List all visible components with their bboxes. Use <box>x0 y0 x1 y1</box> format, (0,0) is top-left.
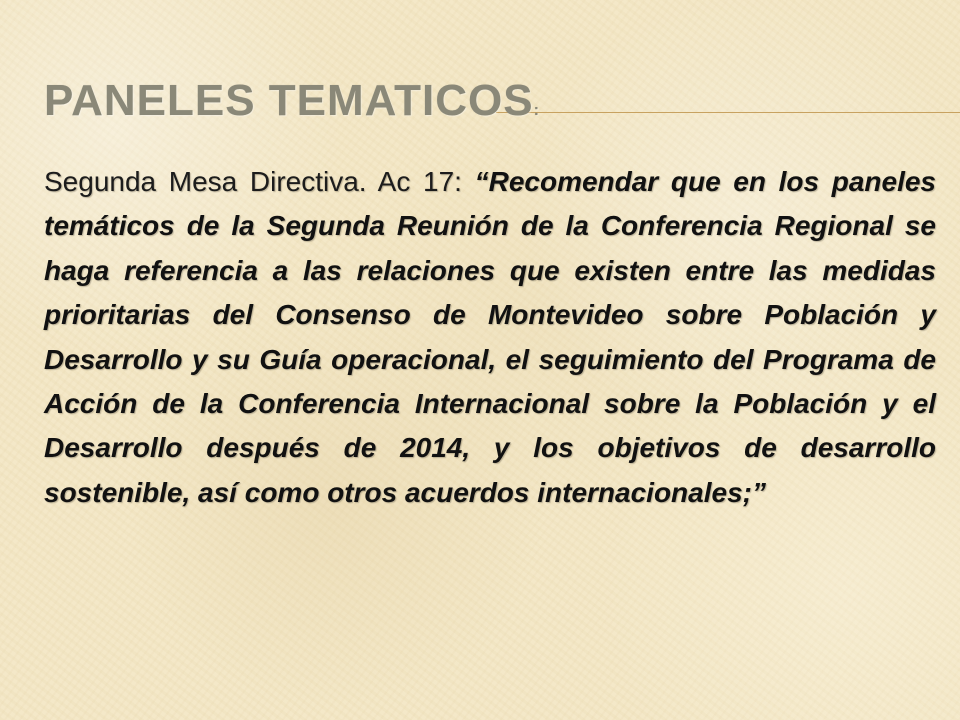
body-quote-text: “Recomendar que en los paneles temáticos de la Segunda Reunión de la Conferencia Regional se haga referencia a las relaciones que existen entre las medidas prioritarias del Consenso de Montevideo sobre Población y Desarrollo y su Guía operacional, el seguimiento del Programa de Acción de la Conferencia Internacional sobre la Población y el Desarrollo después de 2014, y los objetivos de desarrollo sostenible, así como otros acuerdos internacionales;” <box>44 166 937 508</box>
slide-title <box>44 76 540 136</box>
slide-body <box>44 160 936 515</box>
slide-title-colon: : <box>533 102 540 119</box>
body-lead-text: Segunda Mesa Directiva. Ac 17: <box>44 166 475 197</box>
title-divider <box>496 112 960 113</box>
slide-title-text: PANELES TEMATICOS <box>44 76 534 125</box>
